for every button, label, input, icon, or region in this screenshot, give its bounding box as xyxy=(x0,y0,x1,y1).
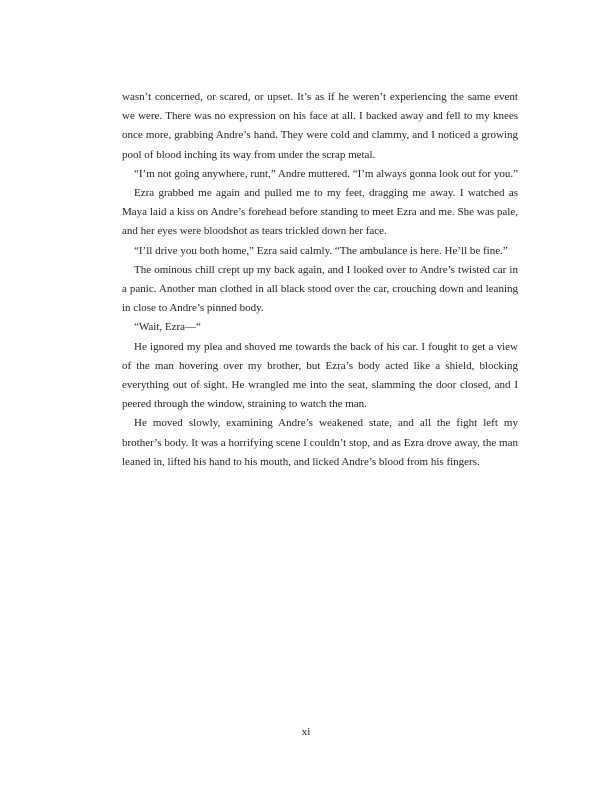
paragraph: Ezra grabbed me again and pulled me to my feet, dragging me away. I watched as Maya laid a kiss on Andre’s forehead before standing to meet Ezra and me. She was pale, and her eyes were bloodshot as tears trickled down her face. xyxy=(122,187,518,238)
body-text xyxy=(122,88,518,472)
page-number: xi xyxy=(301,726,311,738)
paragraph: “Wait, Ezra—“ xyxy=(134,321,201,334)
paragraph: “I’m not going anywhere, runt,” Andre muttered. “I’m always gonna look out for you.” xyxy=(134,167,518,180)
paragraph: wasn’t concerned, or scared, or upset. It’s as if he weren’t experiencing the same event we were. There was no expression on his face at all. I backed away and fell to my knees once more, grabbing Andre’s hand. They were cold and clammy, and I noticed a growing pool of blood inching its way from under the scrap metal. xyxy=(122,91,518,161)
paragraph: He moved slowly, examining Andre’s weakened state, and all the fight left my brother’s body. It was a horrifying scene I couldn’t stop, and as Ezra drove away, the man leaned in, lifted his hand to his mouth, and licked Andre’s blood from his fingers. xyxy=(122,417,518,468)
paragraph: The ominous chill crept up my back again, and I looked over to Andre’s twisted car in a panic. Another man clothed in all black stood over the car, crouching down and leaning in close to Andre’s pinned body. xyxy=(122,263,518,315)
paragraph: He ignored my plea and shoved me towards the back of his car. I fought to get a view of the man hovering over my brother, but Ezra’s body acted like a shield, blocking everything out of sight. He wrangled me into the seat, slamming the door closed, and I peered through the window, straining to watch the man. xyxy=(122,340,518,411)
paragraph: “I’ll drive you both home,” Ezra said calmly. “The ambulance is here. He’ll be fine.” xyxy=(134,244,508,257)
